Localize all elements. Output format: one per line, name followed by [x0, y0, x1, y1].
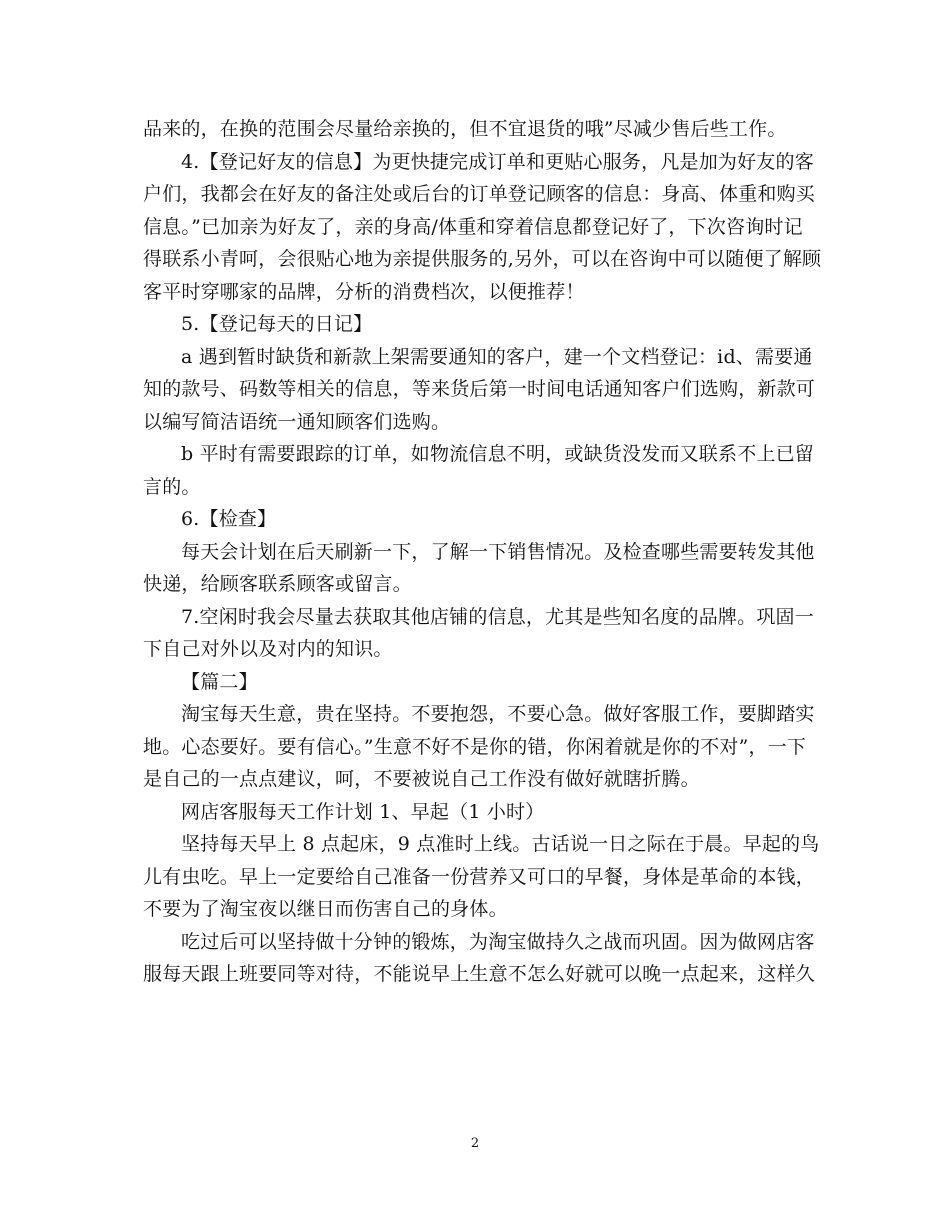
- text-line: 6.【检查】: [181, 508, 277, 530]
- text-line: 客平时穿哪家的品牌，分析的消费档次，以便推荐！: [143, 280, 585, 303]
- text-line: 5.【登记每天的日记】: [181, 313, 373, 335]
- text-line: 信息。”已加亲为好友了，亲的身高/体重和穿着信息都登记好了，下次咨询时记: [143, 215, 803, 238]
- text-line: 淘宝每天生意，贵在坚持。不要抱怨，不要心急。做好客服工作，要脚踏实: [181, 703, 815, 725]
- text-line: 下自己对外以及对内的知识。: [143, 638, 393, 660]
- text-line: 不要为了淘宝夜以继日而伤害自己的身体。: [143, 898, 508, 920]
- text-line: 4.【登记好友的信息】为更快捷完成订单和更贴心服务，凡是加为好友的客: [181, 150, 814, 173]
- text-line: 是自己的一点点建议，呵，不要被说自己工作没有做好就瞎折腾。: [143, 768, 700, 790]
- text-line: 地。心态要好。要有信心。”生意不好不是你的错，你闲着就是你的不对”，一下: [143, 735, 807, 758]
- text-line: 知的款号、码数等相关的信息，等来货后第一时间电话通知客户们选购，新款可: [143, 378, 816, 400]
- text-line: 儿有虫吃。早上一定要给自己准备一份营养又可口的早餐，身体是革命的本钱，: [143, 865, 816, 888]
- text-line: 吃过后可以坚持做十分钟的锻炼，为淘宝做持久之战而巩固。因为做网店客: [181, 930, 815, 953]
- text-line: b 平时有需要跟踪的订单，如物流信息不明，或缺货没发而又联系不上已留: [181, 443, 815, 465]
- text-line: 得联系小青呵，会很贴心地为亲提供服务的,另外，可以在咨询中可以随便了解顾: [143, 248, 822, 270]
- text-line: 网店客服每天工作计划 1、早起（1 小时）: [181, 800, 545, 823]
- text-line: 品来的，在换的范围会尽量给亲换的，但不宜退货的哦”尽减少售后些工作。: [143, 118, 787, 140]
- text-line: 言的。: [143, 475, 201, 498]
- text-line: 坚持每天早上 8 点起床，9 点准时上线。古话说一日之际在于晨。早起的鸟: [181, 833, 820, 855]
- text-line: 7.空闲时我会尽量去获取其他店铺的信息，尤其是些知名度的品牌。巩固一: [181, 605, 814, 628]
- text-line: 以编写简洁语统一通知顾客们选购。: [143, 410, 451, 433]
- page-number: 2: [470, 1136, 480, 1151]
- text-line: 每天会计划在后天刷新一下，了解一下销售情况。及检查哪些需要转发其他: [181, 540, 815, 563]
- text-line: 快递，给顾客联系顾客或留言。: [143, 573, 412, 595]
- text-line: 【篇二】: [181, 670, 258, 693]
- document-body: [143, 113, 822, 991]
- text-line: 户们，我都会在好友的备注处或后台的订单登记顾客的信息：身高、体重和购买: [143, 183, 816, 205]
- text-line: 服每天跟上班要同等对待，不能说早上生意不怎么好就可以晚一点起来，这样久: [143, 963, 816, 985]
- text-line: a 遇到暂时缺货和新款上架需要通知的客户，建一个文档登记：id、需要通: [181, 345, 813, 368]
